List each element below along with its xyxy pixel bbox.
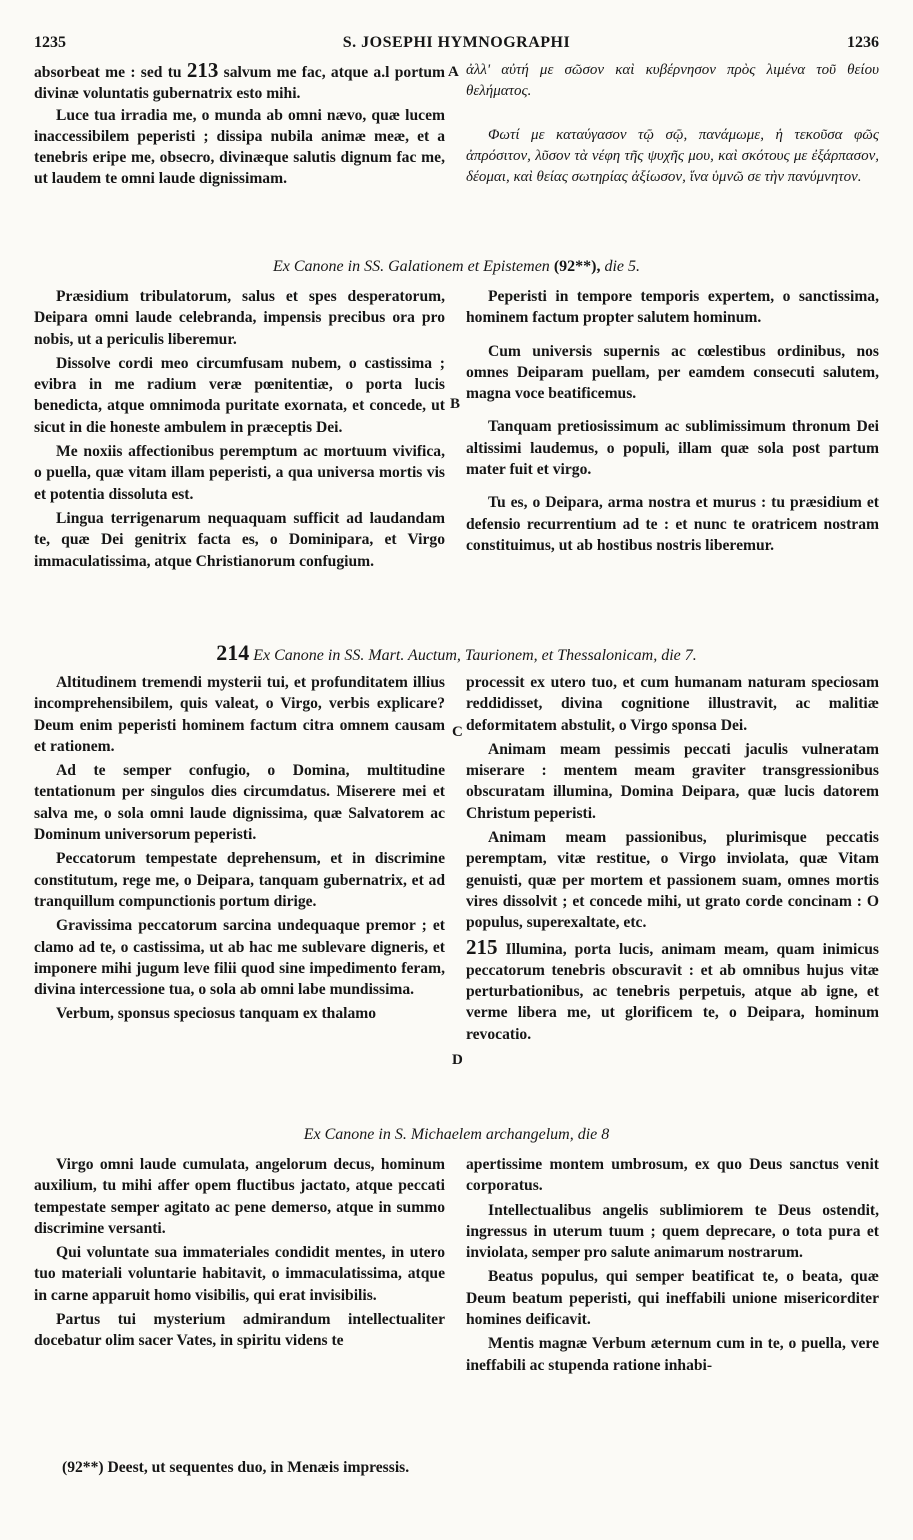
paragraph: Intellectualibus angelis sublimiorem te Deus ostendit, ingressus in uterum tuum ; quem deprecare, o tota pura et inviolata, semper pro salute animarum nostrarum. xyxy=(466,1201,879,1262)
latin-column xyxy=(34,286,445,572)
paragraph: Dissolve cordi meo circumfusam nubem, o castissima ; evibra in me radium veræ pœnitentiæ, o porta lucis benedicta, atque omnimoda puritate exornata, et concede, ut sicut in die honeste ambulem in præceptis Dei. xyxy=(34,354,445,436)
page-number-right: 1236 xyxy=(847,34,879,51)
margin-letter: C xyxy=(452,724,463,740)
section-heading: Ex Canone in SS. Galationem et Epistemen (92**), die 5. xyxy=(272,258,641,275)
latin-column xyxy=(34,1154,445,1352)
latin-column-right xyxy=(466,1154,879,1376)
paragraph: absorbeat me : sed tu 213 salvum me fac, atque a.l portum divinæ voluntatis gubernatrix esto mihi. xyxy=(34,58,445,103)
paragraph: Cum universis supernis ac cœlestibus ordinibus, nos omnes Deiparam puellam, per eamdem consecuti salutem, magna voce beatificemus. xyxy=(466,342,879,403)
page-header xyxy=(34,34,879,58)
latin-column-right xyxy=(466,672,879,1045)
paragraph: Luce tua irradia me, o munda ab omni nævo, quæ lucem inaccessibilem peperisti ; dissipa nubila animæ meæ, et a tenebris eripe me, obsecro, divinæque salutis dignum fac me, ut laudem te omni laude dignissimam. xyxy=(34,106,445,188)
margin-letter: D xyxy=(452,1052,463,1068)
paragraph: Mentis magnæ Verbum æternum cum in te, o puella, vere ineffabili ac stupenda ratione inhabi- xyxy=(466,1335,879,1374)
section-heading: Ex Canone in S. Michaelem archangelum, die 8 xyxy=(303,1126,610,1143)
paragraph: Peperisti in tempore temporis expertem, o sanctissima, hominem factum propter salutem hominum. xyxy=(466,288,879,327)
paragraph: Animam meam passionibus, plurimisque peccatis peremptam, vitæ restitue, o Virgo inviolata, quæ Vitam genuisti, quæ per mortem et passionem suam, omnes mortis vires dissolvit ; et concede mihi, ut grato corde concinam : O populus, superexaltate, etc. xyxy=(466,829,879,932)
margin-letter: B xyxy=(450,396,461,412)
paragraph: Altitudinem tremendi mysterii tui, et profunditatem illius incomprehensibilem, quis valeat, o Virgo, verbis explicare? Deum enim peperisti hominem factum citra omnem causam et rationem. xyxy=(34,674,445,755)
paragraph: Tanquam pretiosissimum ac sublimissimum thronum Dei altissimi laudemus, o populi, illam quæ sola post partum mater fuit et virgo. xyxy=(466,418,879,479)
paragraph: Tu es, o Deipara, arma nostra et murus : tu præsidium et defensio recurrentium ad te : et nunc te oratricem nostram constituimus, ut ab hostibus nostris liberemur. xyxy=(466,494,879,554)
paragraph: Lingua terrigenarum nequaquam sufficit ad laudandam te, quæ Dei genitrix facta es, o Dominipara, et Virgo immaculatissima, atque Christianorum confugium. xyxy=(34,509,445,570)
section-number: 214 xyxy=(216,640,250,665)
paragraph: Animam meam pessimis peccati jaculis vulneratam miserare : mentem meam graviter transgressionibus obscuratam illumina, Domina Deipara, quæ lucis datorem Christum peperisti. xyxy=(466,740,879,822)
paragraph: 215 Illumina, porta lucis, animam meam, quam inimicus peccatorum tenebris obscuravit : et ab omnibus hujus vitæ perturbationibus, ac tenebris perpetuis, atque ab igne, et verme libera me, ut glorificem te, o Deipara, hominum revocatio. xyxy=(466,934,879,1043)
paragraph: Beatus populus, qui semper beatificat te, o beata, quæ Deum beatum peperisti, qui ineffabili unione misericorditer homines deificavit. xyxy=(466,1268,879,1329)
section-number: 213 xyxy=(186,58,219,82)
paragraph: Præsidium tribulatorum, salus et spes desperatorum, Deipara omni laude celebranda, impensis precibus ora pro nobis, ut a periculis liberemur. xyxy=(34,288,445,348)
latin-column xyxy=(34,672,445,1025)
paragraph: processit ex utero tuo, et cum humanam naturam speciosam reddidisset, divina cognitione illustravit, ac malitiæ deformitatem abstulit, o Virgo sponsa Dei. xyxy=(466,674,879,734)
paragraph: Verbum, sponsus speciosus tanquam ex thalamo xyxy=(56,1005,377,1023)
paragraph: Peccatorum tempestate deprehensum, et in discrimine constitutum, rege me, o Deipara, tanquam gubernatrix, et ad tranquillum compunctionis portum dirige. xyxy=(34,850,445,910)
running-title: S. JOSEPHI HYMNOGRAPHI xyxy=(342,34,571,51)
section-number: 215 xyxy=(466,934,498,959)
section-heading: 214 Ex Canone in SS. Mart. Auctum, Taurionem, et Thessalonicam, die 7. xyxy=(216,640,697,665)
greek-column xyxy=(466,60,879,188)
greek-paragraph: Φωτί με καταύγασον τῷ σῷ, πανάμωμε, ἡ τεκοῦσα φῶς ἀπρόσιτον, λῦσον τὰ νέφη τῆς ψυχῆς μου, καὶ σκότους με ἐξάρπασον, δέομαι, καὶ θείας σωτηρίας ἀξίωσον, ἵνα ὑμνῶ σε τὴν πανύμνητον. xyxy=(466,126,879,186)
page-number-left: 1235 xyxy=(34,34,66,51)
paragraph: apertissime montem umbrosum, ex quo Deus sanctus venit corporatus. xyxy=(466,1156,879,1195)
paragraph: Qui voluntate sua immateriales condidit mentes, in utero tuo materiali voluntarie habitavit, o immaculatissima, atque in carne apparuit homo visibilis, qui erat invisibilis. xyxy=(34,1244,445,1304)
paragraph: Virgo omni laude cumulata, angelorum decus, hominum auxilium, tu mihi affer opem fluctibus jactato, atque peccati tempestate semper agitato ac pene demerso, atque in summo discrimine versanti. xyxy=(34,1156,445,1237)
latin-column xyxy=(34,60,445,190)
margin-letter: A xyxy=(448,64,459,80)
greek-paragraph: ἀλλ' αὐτή με σῶσον καὶ κυβέρνησον πρὸς λιμένα τοῦ θείου θελήματος. xyxy=(466,62,879,100)
paragraph: Ad te semper confugio, o Domina, multitudine tentationum per singulos dies circumdatus. Miserere mei et salva me, o sola omni laude dignissima, quæ Salvatorem ac Dominum universorum peperisti. xyxy=(34,762,445,844)
footnote: (92**) Deest, ut sequentes duo, in Menæis impressis. xyxy=(62,1459,410,1476)
paragraph: Me noxiis affectionibus peremptum ac mortuum vivifica, o puella, quæ vitam illam peperisti, a qua universa mortis vis et potentia dissoluta est. xyxy=(34,443,445,503)
paragraph: Partus tui mysterium admirandum intellectualiter docebatur olim sacer Vates, in spiritu videns te xyxy=(34,1311,445,1350)
paragraph: Gravissima peccatorum sarcina undequaque premor ; et clamo ad te, o castissima, ut ab hac me sublevare digneris, et imponere mihi jugum leve filii quod sine impedimento feram, divina intercessione tua, o sola ab omni labe mundissima. xyxy=(34,917,445,999)
latin-column-right xyxy=(466,286,879,556)
